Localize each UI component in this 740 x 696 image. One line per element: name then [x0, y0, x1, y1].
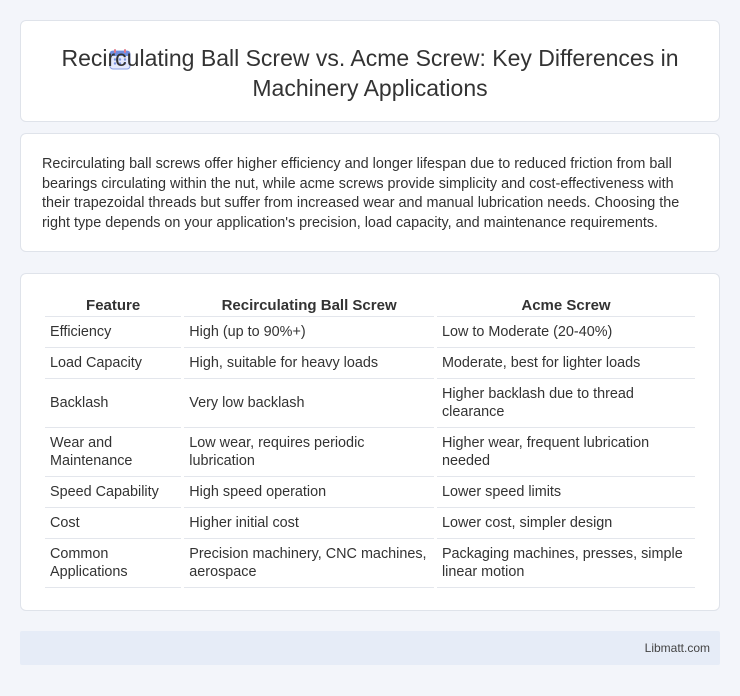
header-ball-screw: Recirculating Ball Screw [184, 294, 434, 317]
row-feature: Backlash [45, 379, 181, 428]
row-feature: Speed Capability [45, 477, 181, 508]
row-acme-screw: Higher wear, frequent lubrication needed [437, 428, 695, 477]
table-row [45, 317, 695, 348]
row-feature: Cost [45, 508, 181, 539]
footer [20, 631, 720, 665]
header-acme-screw: Acme Screw [437, 294, 695, 317]
row-feature: Common Applications [45, 539, 181, 588]
row-acme-screw: Lower speed limits [437, 477, 695, 508]
header-feature: Feature [45, 294, 181, 317]
row-acme-screw: Higher backlash due to thread clearance [437, 379, 695, 428]
comparison-table [42, 294, 698, 588]
table-row [45, 348, 695, 379]
description-card [20, 133, 720, 252]
footer-brand[interactable]: Libmatt.com [644, 641, 710, 655]
row-ball-screw: High (up to 90%+) [184, 317, 434, 348]
title-card [20, 20, 720, 122]
row-acme-screw: Lower cost, simpler design [437, 508, 695, 539]
row-acme-screw: Moderate, best for lighter loads [437, 348, 695, 379]
table-row [45, 428, 695, 477]
row-feature: Efficiency [45, 317, 181, 348]
row-ball-screw: Very low backlash [184, 379, 434, 428]
page-title: Recirculating Ball Screw vs. Acme Screw: Key Differences in Machinery Applications [61, 45, 679, 101]
table-row [45, 508, 695, 539]
row-feature: Wear and Maintenance [45, 428, 181, 477]
table-row [45, 379, 695, 428]
row-ball-screw: High, suitable for heavy loads [184, 348, 434, 379]
row-feature: Load Capacity [45, 348, 181, 379]
row-acme-screw: Packaging machines, presses, simple linear motion [437, 539, 695, 588]
comparison-table-card [20, 273, 720, 611]
row-ball-screw: High speed operation [184, 477, 434, 508]
row-ball-screw: Higher initial cost [184, 508, 434, 539]
row-acme-screw: Low to Moderate (20-40%) [437, 317, 695, 348]
table-row [45, 477, 695, 508]
table-row [45, 539, 695, 588]
description-text: Recirculating ball screws offer higher efficiency and longer lifespan due to reduced friction from ball bearings circulating within the nut, while acme screws provide simplicity and cost-effectiveness with their trapezoidal threads but suffer from increased wear and manual lubrication needs. Choosing the right type depends on your application's precision, load capacity, and maintenance requirements. [42, 156, 680, 231]
row-ball-screw: Low wear, requires periodic lubrication [184, 428, 434, 477]
row-ball-screw: Precision machinery, CNC machines, aerospace [184, 539, 434, 588]
table-header-row [45, 294, 695, 317]
